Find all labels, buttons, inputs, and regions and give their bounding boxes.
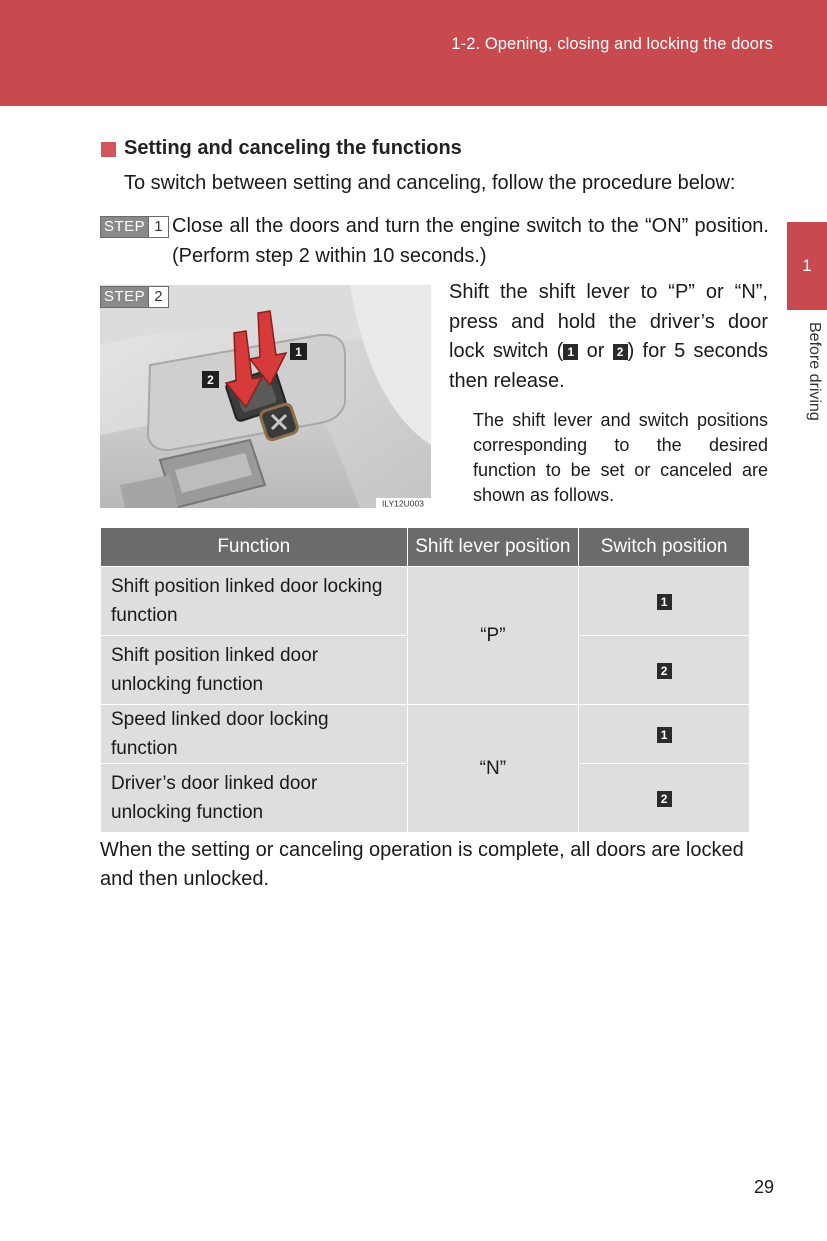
section-title: Setting and canceling the functions <box>124 137 462 159</box>
switch-2-marker: 2 <box>657 791 672 807</box>
function-cell: Shift position linked door unlocking function <box>101 636 408 705</box>
header-section-title: 1-2. Opening, closing and locking the doors <box>451 35 773 53</box>
shift-cell: “P” <box>407 567 579 705</box>
table-row <box>101 567 750 636</box>
step-2-text-after: ) for 5 seconds then release. <box>449 340 768 392</box>
switch-1-marker: 1 <box>563 344 578 360</box>
switch-1-marker: 1 <box>657 727 672 743</box>
step-2-note: The shift lever and switch positions corresponding to the desired function to be set or canceled are shown as follows. <box>473 410 768 505</box>
function-cell: Driver’s door linked door unlocking function <box>101 764 408 833</box>
table-row <box>101 705 750 764</box>
chapter-label: Before driving <box>806 322 823 421</box>
header-switch-position: Switch position <box>579 528 750 567</box>
switch-cell <box>579 764 750 833</box>
figure-code: ILY12U003 <box>382 498 424 508</box>
switch-cell <box>579 636 750 705</box>
step-word: STEP <box>101 217 148 237</box>
switch-1-marker: 1 <box>657 594 672 610</box>
switch-2-marker: 2 <box>613 344 628 360</box>
header-shift-lever: Shift lever position <box>407 528 579 567</box>
door-panel-illustration <box>100 285 431 508</box>
table-header-row <box>101 528 750 567</box>
figure-callout-1: 1 <box>295 345 302 359</box>
function-table <box>100 527 750 833</box>
switch-cell <box>579 567 750 636</box>
chapter-tab <box>787 222 827 310</box>
switch-2-marker: 2 <box>657 663 672 679</box>
switch-cell <box>579 705 750 764</box>
page-header <box>0 0 827 106</box>
step-2-or: or <box>578 340 613 362</box>
section-square-icon <box>101 142 116 157</box>
step-number: 2 <box>148 287 167 307</box>
shift-cell: “N” <box>407 705 579 833</box>
page-number: 29 <box>753 1177 774 1197</box>
function-cell: Speed linked door locking function <box>101 705 408 764</box>
step-2-badge <box>100 286 169 308</box>
chapter-number: 1 <box>802 256 812 275</box>
step-number: 1 <box>148 217 167 237</box>
step-word: STEP <box>101 287 148 307</box>
section-intro: To switch between setting and canceling, follow the procedure below: <box>124 172 736 194</box>
step-1-badge <box>100 216 169 238</box>
step-2-text-before: Shift the shift lever to “P” or “N”, press and hold the driver’s door lock switch ( <box>449 281 768 362</box>
figure-callout-2: 2 <box>207 373 214 387</box>
step-1-text: Close all the doors and turn the engine switch to the “ON” position. (Perform step 2 within 10 seconds.) <box>172 215 769 267</box>
function-cell: Shift position linked door locking function <box>101 567 408 636</box>
door-switch-figure <box>100 285 431 508</box>
completion-note: When the setting or canceling operation is complete, all doors are locked and then unlocked. <box>100 839 744 890</box>
step-2-text <box>449 278 768 396</box>
header-function: Function <box>101 528 408 567</box>
